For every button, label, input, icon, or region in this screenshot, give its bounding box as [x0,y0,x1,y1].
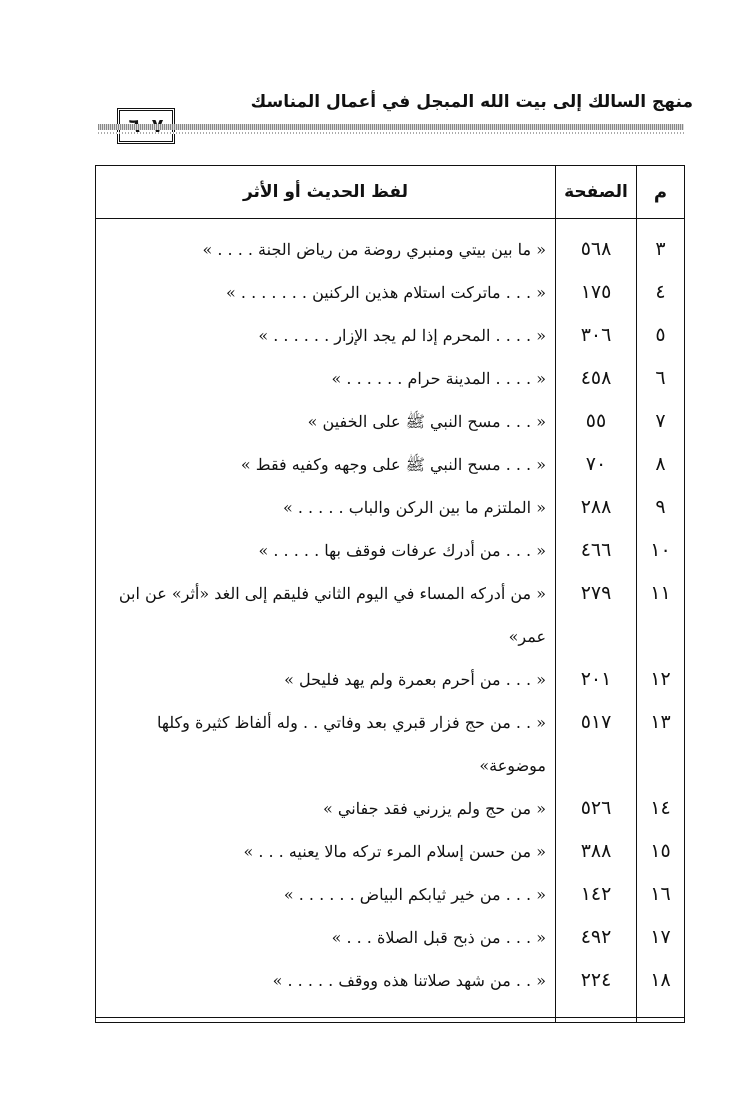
row-page: ٣٨٨ [580,840,612,862]
row-number: ٨ [655,453,666,475]
row-page: ٣٠٦ [580,324,612,346]
row-text: « . . . ماتركت استلام هذين الركنين . . . . . . . » [226,283,546,302]
row-page: ٢٧٩ [580,582,612,604]
row-text: « . . . من أدرك عرفات فوقف بها . . . . . » [258,541,546,560]
table-row [96,916,684,959]
row-number: ١٧ [650,926,671,948]
row-text: « . . من حج فزار قبري بعد وفاتي . . وله ألفاظ كثيرة وكلها موضوعة» [156,713,546,775]
row-page: ٧٠ [585,453,607,475]
row-text: « الملتزم ما بين الركن والباب . . . . . » [282,498,546,517]
table-body [96,228,684,1002]
row-text: « . . . من خير ثيابكم البياض . . . . . . » [283,885,546,904]
table-row [96,486,684,529]
row-text: « . . . من ذبح قبل الصلاة . . . » [331,928,546,947]
row-number: ٩ [655,496,666,518]
table-row [96,443,684,486]
row-number: ٤ [655,281,666,303]
table-row [96,830,684,873]
row-page: ١٤٢ [580,883,612,905]
row-number: ٧ [655,410,666,432]
row-number: ١٤ [650,797,671,819]
row-text: « . . . . المدينة حرام . . . . . . » [331,369,546,388]
table-row [96,357,684,400]
row-number: ٥ [655,324,666,346]
row-page: ٥٦٨ [580,238,612,260]
row-page: ٤٥٨ [580,367,612,389]
row-text: « ما بين بيتي ومنبري روضة من رياض الجنة . . . . » [202,240,546,259]
row-page: ٢٠١ [580,668,612,690]
row-number: ١٨ [650,969,671,991]
column-header-text: لفظ الحديث أو الأثر [242,182,409,202]
table-row [96,787,684,830]
table-row [96,271,684,314]
row-number: ١٣ [650,711,671,733]
row-text: « . . . مسح النبي ﷺ على وجهه وكفيه فقط » [240,455,546,474]
row-page: ٢٨٨ [580,496,612,518]
footer-divider [95,1017,685,1018]
row-number: ١٥ [650,840,671,862]
table-row [96,873,684,916]
row-number: ٣ [655,238,666,260]
row-page: ٥٢٦ [580,797,612,819]
row-text: « من أدركه المساء في اليوم الثاني فليقم إلى الغد «أثر» عن ابن عمر» [118,584,546,646]
running-title: منهج السالك إلى بيت الله المبجل في أعمال المناسك [250,92,693,112]
row-page: ٤٩٢ [580,926,612,948]
table-row [96,572,684,658]
table-row [96,959,684,1002]
table-row [96,400,684,443]
row-text: « . . . مسح النبي ﷺ على الخفين » [307,412,546,431]
row-number: ١٦ [650,883,671,905]
row-number: ١٢ [650,668,671,690]
table-row [96,529,684,572]
row-text: « من حسن إسلام المرء تركه مالا يعنيه . . . » [243,842,546,861]
row-page: ٥١٧ [580,711,612,733]
row-text: « . . . . المحرم إذا لم يجد الإزار . . . . . . » [258,326,546,345]
header-divider [95,218,685,219]
row-page: ٢٢٤ [580,969,612,991]
row-text: « . . من شهد صلاتنا هذه ووقف . . . . . » [272,971,546,990]
row-page: ٥٥ [585,410,607,432]
row-number: ٦ [655,367,666,389]
header-rule [98,124,684,130]
table-row [96,314,684,357]
row-page: ١٧٥ [580,281,612,303]
row-text: « من حج ولم يزرني فقد جفاني » [323,799,546,818]
row-page: ٤٦٦ [580,539,612,561]
header-rule-thin [98,132,684,134]
table-row [96,228,684,271]
row-text: « . . . من أحرم بعمرة ولم يهد فليحل » [284,670,546,689]
column-header-number: م [653,181,668,203]
table-row [96,701,684,787]
column-header-page: الصفحة [564,182,628,202]
table-row [96,658,684,701]
row-number: ١٠ [650,539,671,561]
row-number: ١١ [650,582,671,604]
